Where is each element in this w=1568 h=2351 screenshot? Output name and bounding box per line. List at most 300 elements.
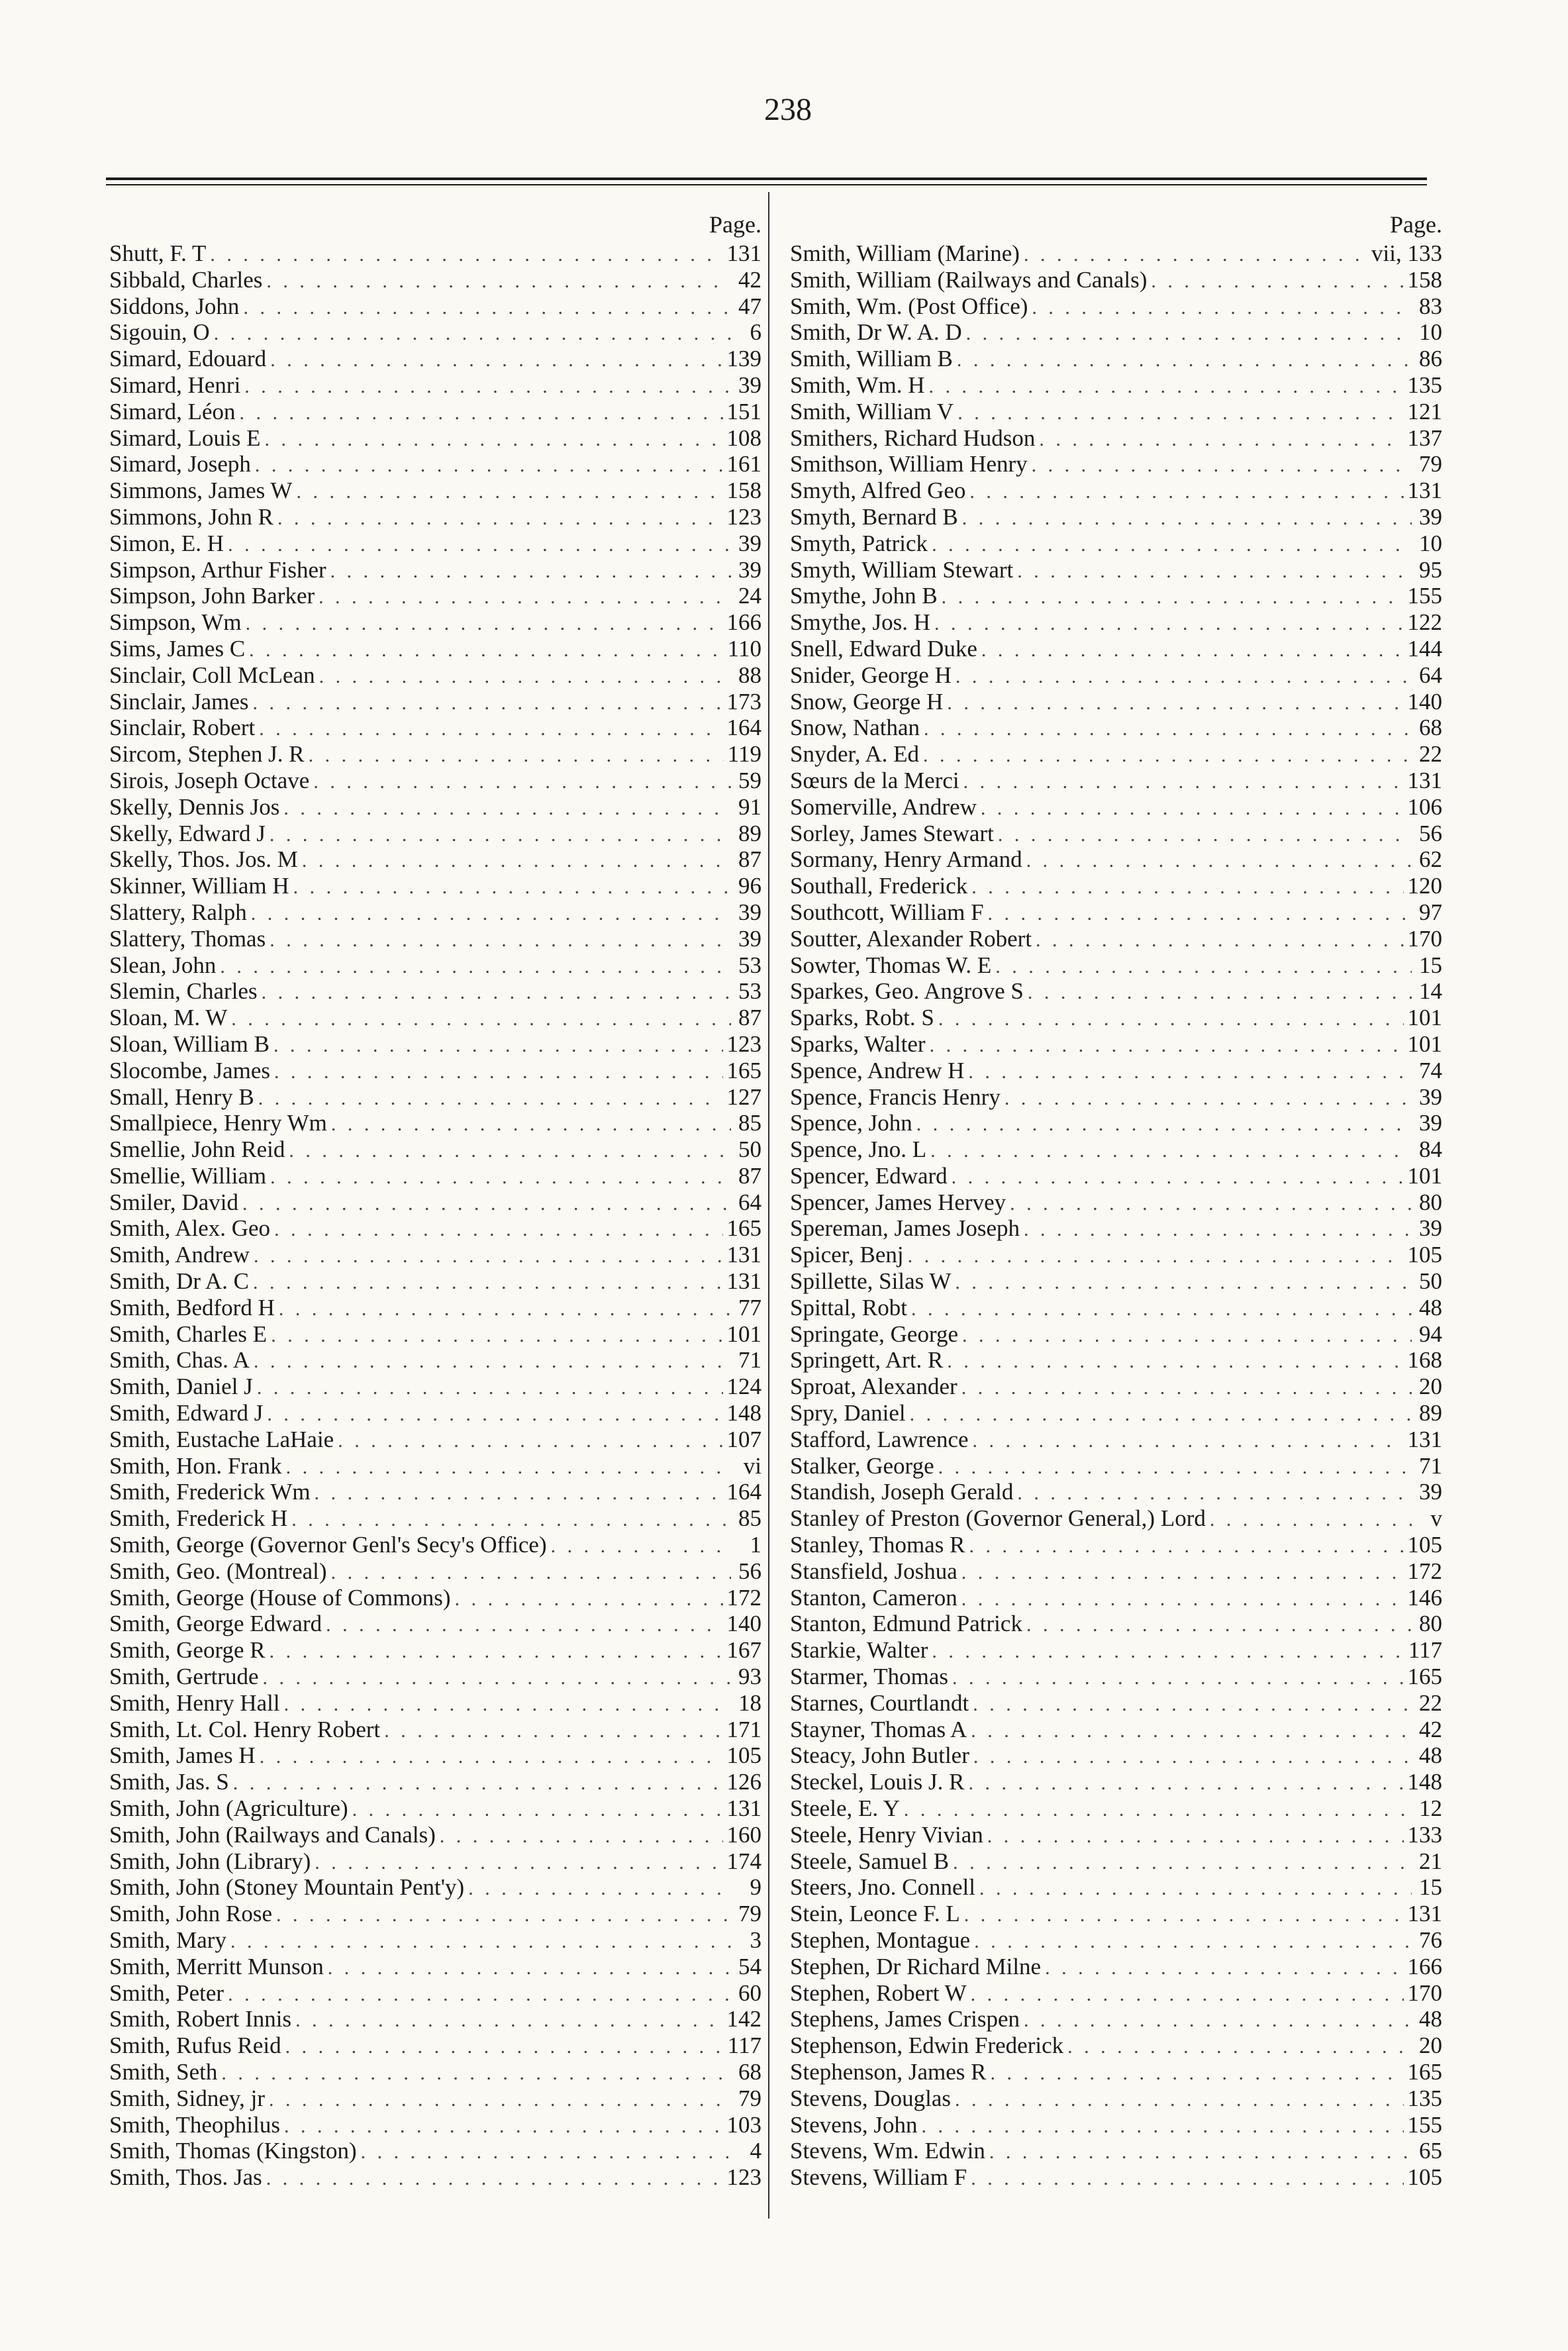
index-entry xyxy=(790,1058,1442,1084)
index-entry xyxy=(109,1321,761,1348)
entry-page: 144 xyxy=(1407,635,1442,662)
left-index-list xyxy=(109,240,761,2191)
entry-name: Snider, George H xyxy=(790,662,952,688)
entry-name: Stanton, Edmund Patrick xyxy=(790,1611,1022,1637)
dot-leader xyxy=(243,295,731,321)
dot-leader xyxy=(966,321,1412,347)
entry-name: Simard, Léon xyxy=(109,398,236,425)
entry-name: Smith, John (Library) xyxy=(109,1848,311,1874)
dot-leader xyxy=(269,2087,731,2113)
index-entry xyxy=(790,1426,1442,1453)
entry-page: 119 xyxy=(727,741,761,768)
dot-leader xyxy=(270,1164,731,1191)
entry-page: 96 xyxy=(738,873,761,899)
dot-leader xyxy=(551,1533,731,1560)
index-entry xyxy=(790,1822,1442,1848)
entry-page: 123 xyxy=(726,1030,761,1057)
index-entry xyxy=(109,1769,761,1795)
entry-name: Smellie, John Reid xyxy=(109,1136,285,1163)
entry-name: Steacy, John Butler xyxy=(790,1742,969,1769)
index-entry xyxy=(109,1453,761,1479)
entry-page: 20 xyxy=(1419,2032,1442,2059)
entry-name: Starkie, Walter xyxy=(790,1637,928,1664)
entry-page: 47 xyxy=(738,293,761,319)
dot-leader xyxy=(331,1111,731,1138)
index-entry xyxy=(109,1136,761,1163)
dot-leader xyxy=(923,742,1412,769)
index-entry xyxy=(109,1848,761,1875)
dot-leader xyxy=(969,1533,1403,1560)
entry-name: Spicer, Benj xyxy=(790,1242,904,1268)
entry-page: 148 xyxy=(1407,1769,1442,1795)
index-entry xyxy=(790,689,1442,715)
page-number: 238 xyxy=(764,92,812,127)
index-entry xyxy=(790,1136,1442,1163)
left-column-heading: Page. xyxy=(709,211,761,238)
index-entry xyxy=(109,926,761,952)
entry-name: Stalker, George xyxy=(790,1452,934,1479)
entry-page: 62 xyxy=(1419,846,1442,873)
index-entry xyxy=(790,1242,1442,1268)
entry-page: 131 xyxy=(1407,1901,1442,1927)
entry-page: 64 xyxy=(738,1189,761,1215)
dot-leader xyxy=(330,558,731,585)
dot-leader xyxy=(908,1243,1404,1270)
entry-page: 171 xyxy=(726,1716,761,1742)
entry-name: Smith, George R xyxy=(109,1637,266,1664)
index-entry xyxy=(790,662,1442,689)
entry-page: 39 xyxy=(738,556,761,583)
entry-page: 131 xyxy=(1407,1426,1442,1452)
index-entry xyxy=(109,372,761,399)
entry-name: Smyth, Alfred Geo xyxy=(790,477,966,504)
entry-page: 86 xyxy=(1419,346,1442,372)
index-entry xyxy=(109,1664,761,1690)
index-entry xyxy=(109,1980,761,2007)
entry-name: Stephen, Robert W xyxy=(790,1979,967,2006)
entry-page: 89 xyxy=(738,820,761,846)
index-entry xyxy=(790,1690,1442,1717)
index-entry xyxy=(109,557,761,583)
index-entry xyxy=(790,1031,1442,1058)
dot-leader xyxy=(973,1691,1412,1718)
index-entry xyxy=(790,1110,1442,1136)
dot-leader xyxy=(284,2113,723,2140)
dot-leader xyxy=(326,1612,722,1638)
dot-leader xyxy=(293,874,731,901)
dot-leader xyxy=(952,1164,1404,1191)
dot-leader xyxy=(1010,1191,1412,1217)
dot-leader xyxy=(1045,1955,1403,1981)
dot-leader xyxy=(971,2166,1403,2192)
entry-page: 105 xyxy=(1407,1242,1442,1268)
entry-name: Smith, Gertrude xyxy=(109,1664,259,1690)
entry-name: Spereman, James Joseph xyxy=(790,1215,1020,1242)
index-entry xyxy=(109,530,761,557)
dot-leader xyxy=(249,637,724,664)
entry-page: 165 xyxy=(1407,1664,1442,1690)
index-entry xyxy=(790,1611,1442,1637)
entry-page: 48 xyxy=(1419,1742,1442,1769)
entry-page: 79 xyxy=(1419,451,1442,477)
index-entry xyxy=(790,530,1442,557)
entry-page: 71 xyxy=(1419,1452,1442,1479)
entry-page: 105 xyxy=(1407,2164,1442,2191)
entry-page: 39 xyxy=(1419,1110,1442,1136)
index-entry xyxy=(109,1215,761,1242)
entry-name: Smith, Chas. A xyxy=(109,1347,250,1374)
entry-name: Sormany, Henry Armand xyxy=(790,846,1022,873)
index-entry xyxy=(790,1901,1442,1927)
entry-page: 121 xyxy=(1407,398,1442,425)
index-entry xyxy=(790,2032,1442,2059)
dot-leader xyxy=(246,611,723,637)
entry-name: Smith, William (Marine) xyxy=(790,240,1020,266)
dot-leader xyxy=(963,769,1404,795)
index-entry xyxy=(109,1532,761,1558)
entry-page: 166 xyxy=(726,609,761,636)
index-entry xyxy=(109,1031,761,1058)
entry-name: Spence, Francis Henry xyxy=(790,1083,1001,1110)
entry-name: Stephens, James Crispen xyxy=(790,2006,1020,2032)
entry-page: 79 xyxy=(738,2085,761,2111)
dot-leader xyxy=(968,1059,1412,1085)
dot-leader xyxy=(1017,1480,1412,1507)
entry-name: Smith, George Edward xyxy=(109,1611,322,1637)
dot-leader xyxy=(279,1296,731,1323)
entry-name: Smith, Andrew xyxy=(109,1242,250,1268)
entry-name: Skelly, Edward J xyxy=(109,820,266,846)
dot-leader xyxy=(331,1560,731,1586)
dot-leader xyxy=(274,1059,722,1085)
entry-name: Smith, William B xyxy=(790,346,953,372)
index-entry xyxy=(109,1717,761,1743)
entry-name: Sparkes, Geo. Angrove S xyxy=(790,978,1024,1005)
dot-leader xyxy=(1024,1217,1412,1243)
dot-leader xyxy=(957,347,1412,374)
dot-leader xyxy=(930,1138,1412,1164)
index-entry xyxy=(109,1400,761,1426)
index-entry xyxy=(790,926,1442,952)
index-entry xyxy=(790,1295,1442,1321)
entry-name: Smith, Dr A. C xyxy=(109,1268,250,1295)
dot-leader xyxy=(274,1217,722,1243)
entry-page: 167 xyxy=(726,1637,761,1664)
dot-leader xyxy=(228,1981,731,2008)
entry-page: 123 xyxy=(726,2164,761,2191)
entry-page: 74 xyxy=(1419,1057,1442,1083)
dot-leader xyxy=(932,532,1412,558)
index-entry xyxy=(109,451,761,477)
entry-page: 24 xyxy=(738,583,761,609)
entry-name: Spencer, Edward xyxy=(790,1162,948,1189)
dot-leader xyxy=(988,901,1412,927)
entry-page: 110 xyxy=(727,635,761,662)
dot-leader xyxy=(961,1586,1404,1613)
dot-leader xyxy=(1032,452,1412,479)
entry-page: 131 xyxy=(726,1242,761,1268)
dot-leader xyxy=(953,1850,1412,1876)
entry-page: 117 xyxy=(727,2032,761,2059)
entry-name: Simpson, Wm xyxy=(109,609,242,636)
dot-leader xyxy=(240,400,723,426)
dot-leader xyxy=(938,1454,1412,1481)
index-entry xyxy=(109,504,761,530)
index-entry xyxy=(790,1215,1442,1242)
dot-leader xyxy=(257,1375,723,1401)
dot-leader xyxy=(981,795,1404,822)
entry-page: 126 xyxy=(726,1769,761,1795)
entry-page: 39 xyxy=(738,925,761,952)
index-entry xyxy=(109,2164,761,2191)
header-rule-thin xyxy=(106,184,1427,185)
index-entry xyxy=(109,346,761,372)
dot-leader xyxy=(270,347,722,374)
dot-leader xyxy=(251,901,731,927)
index-entry xyxy=(109,1268,761,1295)
entry-name: Smallpiece, Henry Wm xyxy=(109,1110,327,1136)
dot-leader xyxy=(1036,927,1403,954)
entry-name: Smith, Merritt Munson xyxy=(109,1953,324,1979)
index-entry xyxy=(790,1848,1442,1875)
entry-page: 117 xyxy=(1408,1637,1442,1664)
entry-page: 87 xyxy=(738,1162,761,1189)
dot-leader xyxy=(942,584,1404,611)
dot-leader xyxy=(991,2060,1404,2087)
entry-name: Smith, Wm. (Post Office) xyxy=(790,293,1028,319)
entry-name: Slean, John xyxy=(109,952,217,978)
index-entry xyxy=(109,1927,761,1954)
entry-name: Smith, Eustache LaHaie xyxy=(109,1426,334,1452)
entry-page: 131 xyxy=(1407,767,1442,793)
entry-name: Smith, Alex. Geo xyxy=(109,1215,271,1242)
entry-page: 15 xyxy=(1419,1874,1442,1901)
entry-name: Slocombe, James xyxy=(109,1057,271,1083)
entry-page: 158 xyxy=(726,477,761,504)
index-entry xyxy=(109,1374,761,1400)
entry-name: Simmons, John R xyxy=(109,503,273,530)
index-entry xyxy=(790,1163,1442,1189)
entry-page: 80 xyxy=(1419,1611,1442,1637)
dot-leader xyxy=(242,1191,731,1217)
dot-leader xyxy=(284,1691,731,1718)
dot-leader xyxy=(338,1428,722,1454)
index-entry xyxy=(790,1453,1442,1479)
entry-name: Snyder, A. Ed xyxy=(790,741,919,768)
entry-name: Simard, Louis E xyxy=(109,425,261,451)
entry-name: Small, Henry B xyxy=(109,1083,254,1110)
entry-name: Smith, John (Stoney Mountain Pent'y) xyxy=(109,1874,465,1901)
entry-page: 103 xyxy=(726,2111,761,2138)
index-entry xyxy=(109,583,761,609)
dot-leader xyxy=(328,1955,731,1981)
entry-name: Slattery, Thomas xyxy=(109,925,266,952)
index-entry xyxy=(790,1769,1442,1795)
index-entry xyxy=(790,319,1442,346)
index-entry xyxy=(790,557,1442,583)
entry-page: 39 xyxy=(738,372,761,398)
dot-leader xyxy=(955,2087,1403,2113)
index-entry xyxy=(790,873,1442,899)
dot-leader xyxy=(1026,848,1412,874)
index-entry xyxy=(109,1479,761,1505)
entry-name: Sirois, Joseph Octave xyxy=(109,767,310,793)
dot-leader xyxy=(468,1876,731,1902)
dot-leader xyxy=(1004,1085,1412,1112)
entry-name: Smyth, William Stewart xyxy=(790,556,1014,583)
entry-page: 84 xyxy=(1419,1136,1442,1163)
entry-name: Sinclair, Robert xyxy=(109,715,256,741)
entry-page: 22 xyxy=(1419,741,1442,768)
entry-page: 48 xyxy=(1419,2006,1442,2032)
entry-name: Smith, Hon. Frank xyxy=(109,1452,282,1479)
dot-leader xyxy=(1039,426,1403,453)
entry-name: Standish, Joseph Gerald xyxy=(790,1479,1014,1505)
dot-leader xyxy=(1032,295,1412,321)
dot-leader xyxy=(302,848,731,874)
index-entry xyxy=(790,2138,1442,2164)
dot-leader xyxy=(271,1323,722,1349)
index-entry xyxy=(109,2059,761,2085)
dot-leader xyxy=(214,321,731,347)
index-entry xyxy=(790,978,1442,1005)
entry-page: vii, 133 xyxy=(1371,240,1442,266)
dot-leader xyxy=(979,1876,1412,1902)
index-entry xyxy=(790,1954,1442,1980)
dot-leader xyxy=(910,1401,1412,1428)
entry-page: 68 xyxy=(1419,715,1442,741)
dot-leader xyxy=(956,664,1412,690)
entry-page: 85 xyxy=(738,1110,761,1136)
index-entry xyxy=(109,952,761,979)
entry-page: 131 xyxy=(1407,477,1442,504)
index-entry xyxy=(790,1927,1442,1954)
index-entry xyxy=(790,741,1442,768)
entry-name: Smyth, Patrick xyxy=(790,530,928,556)
index-entry xyxy=(790,1084,1442,1111)
dot-leader xyxy=(904,1797,1412,1823)
entry-name: Stevens, Wm. Edwin xyxy=(790,2138,985,2164)
entry-name: Snell, Edward Duke xyxy=(790,635,977,662)
entry-page: 88 xyxy=(738,662,761,688)
index-entry xyxy=(790,1795,1442,1822)
entry-name: Slemin, Charles xyxy=(109,978,258,1005)
index-entry xyxy=(109,1901,761,1927)
dot-leader xyxy=(961,1375,1412,1401)
entry-page: 168 xyxy=(1407,1347,1442,1374)
dot-leader xyxy=(270,1638,723,1665)
entry-name: Simard, Edouard xyxy=(109,346,267,372)
dot-leader xyxy=(969,479,1403,505)
entry-page: 164 xyxy=(726,1479,761,1505)
index-entry xyxy=(109,1005,761,1031)
entry-page: 101 xyxy=(726,1321,761,1347)
entry-page: 39 xyxy=(1419,1479,1442,1505)
entry-name: Stephen, Dr Richard Milne xyxy=(790,1953,1042,1979)
entry-name: Simard, Joseph xyxy=(109,451,251,477)
entry-name: Skinner, William H xyxy=(109,873,289,899)
index-entry xyxy=(109,1585,761,1611)
dot-leader xyxy=(929,374,1404,400)
entry-name: Smith, George (Governor Genl's Secy's Office) xyxy=(109,1532,547,1558)
index-entry xyxy=(790,346,1442,372)
index-entry xyxy=(790,794,1442,821)
entry-name: Stevens, John xyxy=(790,2111,918,2138)
dot-leader xyxy=(315,1850,722,1876)
entry-name: Sœurs de la Merci xyxy=(790,767,959,793)
index-entry xyxy=(109,1742,761,1769)
entry-name: Smith, James H xyxy=(109,1742,256,1769)
index-entry xyxy=(109,267,761,293)
dot-leader xyxy=(989,2139,1412,2166)
entry-name: Smyth, Bernard B xyxy=(790,503,958,530)
dot-leader xyxy=(309,742,724,769)
entry-name: Simpson, John Barker xyxy=(109,583,315,609)
entry-name: Skelly, Thos. Jos. M xyxy=(109,846,298,873)
entry-page: 105 xyxy=(1407,1532,1442,1558)
entry-page: 174 xyxy=(726,1848,761,1874)
index-entry xyxy=(109,2112,761,2138)
dot-leader xyxy=(973,1428,1404,1454)
entry-name: Smith, John Rose xyxy=(109,1901,273,1927)
dot-leader xyxy=(291,1507,731,1533)
entry-page: 155 xyxy=(1407,583,1442,609)
dot-leader xyxy=(1024,242,1367,268)
entry-name: Spry, Daniel xyxy=(790,1400,906,1426)
entry-page: 80 xyxy=(1419,1189,1442,1215)
entry-page: 87 xyxy=(738,846,761,873)
index-entry xyxy=(790,1532,1442,1558)
dot-leader xyxy=(260,1744,723,1770)
dot-leader xyxy=(1067,2034,1412,2060)
left-column xyxy=(109,209,761,2191)
index-entry xyxy=(109,662,761,689)
entry-name: Smith, Daniel J xyxy=(109,1374,253,1400)
index-entry xyxy=(109,2006,761,2032)
index-entry xyxy=(790,399,1442,425)
dot-leader xyxy=(971,1981,1404,2008)
entry-name: Smith, Frederick H xyxy=(109,1505,288,1532)
dot-leader xyxy=(361,2139,731,2166)
entry-page: 39 xyxy=(738,899,761,925)
entry-name: Smith, Charles E xyxy=(109,1321,268,1347)
index-entry xyxy=(109,794,761,821)
entry-page: 77 xyxy=(738,1294,761,1321)
index-entry xyxy=(109,240,761,267)
index-entry xyxy=(109,899,761,926)
index-entry xyxy=(790,609,1442,636)
index-entry xyxy=(109,1189,761,1216)
index-entry xyxy=(109,1242,761,1268)
index-entry xyxy=(790,240,1442,267)
right-column xyxy=(790,209,1442,2191)
entry-page: 71 xyxy=(738,1347,761,1374)
index-entry xyxy=(790,1505,1442,1532)
dot-leader xyxy=(258,1085,723,1112)
entry-page: 107 xyxy=(726,1426,761,1452)
entry-name: Smith, Bedford H xyxy=(109,1294,275,1321)
entry-name: Steele, Henry Vivian xyxy=(790,1821,983,1848)
index-entry xyxy=(790,821,1442,847)
entry-name: Smith, Robert Innis xyxy=(109,2006,292,2032)
entry-page: 95 xyxy=(1419,556,1442,583)
entry-name: Spence, John xyxy=(790,1110,912,1136)
entry-name: Smith, Seth xyxy=(109,2058,218,2085)
entry-name: Spence, Jno. L xyxy=(790,1136,927,1163)
entry-name: Springett, Art. R xyxy=(790,1347,944,1374)
entry-name: Stephenson, James R xyxy=(790,2058,987,2085)
dot-leader xyxy=(262,979,731,1006)
